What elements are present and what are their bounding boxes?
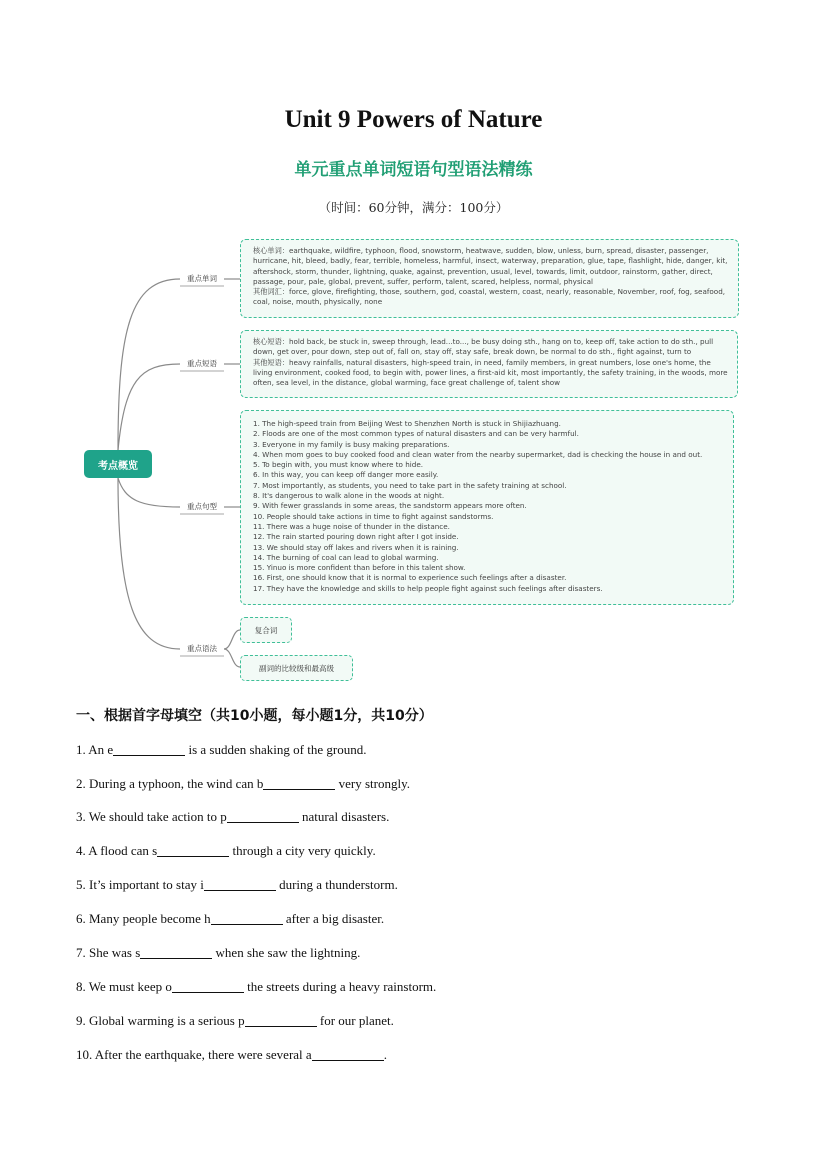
sentence-item: 6. In this way, you can keep off danger more easily. [253,470,439,480]
question-item [76,1047,387,1063]
sentence-item: 13. We should stay off lakes and rivers when it is raining. [253,542,459,552]
answer-blank[interactable] [211,912,283,925]
answer-blank[interactable] [227,810,299,823]
branch-label-words: 重点单词 [187,274,217,283]
question-text: 5. It’s important to stay i [76,877,204,892]
question-text: 7. She was s [76,945,141,960]
branch-label-grammar: 重点语法 [187,644,217,653]
question-text: 4. A flood can s [76,843,158,858]
question-text: . [383,1047,387,1062]
question-text: 6. Many people become h [76,911,211,926]
answer-blank[interactable] [204,878,276,891]
sentence-item: 1. The high-speed train from Beijing West to Shenzhen North is stuck in Shijiazhuang. [253,419,561,428]
sentence-item: 8. It's dangerous to walk alone in the woods at night. [253,491,445,501]
question-item [76,877,398,893]
page-subtitle: 单元重点单词短语句型语法精练 [294,160,533,180]
question-text: after a big disaster. [282,911,385,926]
connector-grammar-1 [224,630,240,649]
question-text: very strongly. [335,776,411,791]
connector-sentences [118,478,180,507]
question-text: is a sudden shaking of the ground. [185,742,367,757]
sentence-item: 10. People should take actions in time to fight against sandstorms. [253,511,494,521]
sentence-item: 5. To begin with, you must know where to hide. [253,460,424,470]
other-phrases-text: 其他短语：heavy rainfalls, natural disasters, high-speed train, in need, family members, in great numbers, lose one's home, the living environment, cooked food, to begin with, power lines, a first-aid kit, most importantly, the safety training, in the woods, more often, sea level, in the distance, global warming, face great challenge of, talent show [253,357,728,388]
question-text: when she saw the lightning. [212,945,361,960]
branch-label-sentences: 重点句型 [187,502,217,511]
section-title: 一、根据首字母填空（共10小题，每小题1分，共10分） [76,708,433,724]
sentence-item: 4. When mom goes to buy cooked food and clean water from the nearby supermarket, dad is checking the house in and out. [253,449,703,459]
sentence-item: 12. The rain started pouring down right after I got inside. [253,532,459,542]
answer-blank[interactable] [113,743,185,756]
time-info: （时间：60分钟，满分：100分） [318,200,509,215]
question-item [76,1013,394,1029]
question-text: 3. We should take action to p [76,809,227,824]
core-words-text: 核心单词：earthquake, wildfire, typhoon, flood, snowstorm, heatwave, sudden, blow, unless, burn, spread, disaster, passenger, hurricane, hit, bleed, badly, fear, terrible, homeless, harmful, insect, waterway, preparation, glue, tape, flashlight, hide, danger, kit, aftershock, storm, thunder, lightning, quake, against, prevention, usual, level, towards, limit, outdoor, rainstorm, gather, direct, passage, pour, pale, global, prevent, suffer, perform, talent, scared, helpless, normal, physical [253,246,728,286]
question-item [76,945,360,961]
phrases-box [240,330,738,398]
connector-phrases [118,364,180,450]
question-text: 2. During a typhoon, the wind can b [76,776,264,791]
branch-label-phrases: 重点短语 [187,359,217,368]
sentence-item: 17. They have the knowledge and skills to help people fight against such feelings after disasters. [253,583,603,593]
connector-grammar [118,478,180,649]
words-box [240,239,739,318]
question-text: during a thunderstorm. [275,877,398,892]
answer-blank[interactable] [140,946,212,959]
question-text: 1. An e [76,742,114,757]
sentence-item: 9. With fewer grasslands in some areas, the sandstorm appears more often. [253,501,527,511]
question-item [76,742,366,758]
answer-blank[interactable] [263,777,335,790]
question-text: 10. After the earthquake, there were several a [76,1047,312,1062]
other-words-text: 其他词汇：force, glove, firefighting, those, southern, god, coastal, western, coast, nearly, reasonable, November, roof, fog, seafood, coal, noise, mouth, physically, none [253,287,726,307]
answer-blank[interactable] [172,980,244,993]
sentence-item: 7. Most importantly, as students, you need to take part in the safety training at school. [253,480,567,490]
question-item [76,843,376,859]
question-text: through a city very quickly. [229,843,376,858]
sentence-item: 2. Floods are one of the most common types of natural disasters and can be very harmful. [253,429,579,439]
answer-blank[interactable] [245,1014,317,1027]
answer-blank[interactable] [312,1048,384,1061]
sentence-item: 14. The burning of coal can lead to global warming. [253,552,439,562]
core-phrases-text: 核心短语：hold back, be stuck in, sweep through, lead...to..., be busy doing sth., hang on to, keep off, take action to do sth., pull down, get over, pour down, step out of, fall on, stay off, stay safe, break down, be normal to do sth., fight against, turn to [253,337,714,357]
sentence-item: 15. Yinuo is more confident than before in this talent show. [253,563,466,573]
question-text: 8. We must keep o [76,979,172,994]
question-text: the streets during a heavy rainstorm. [243,979,437,994]
question-text: for our planet. [316,1013,394,1028]
question-item [76,911,384,927]
sentence-item: 3. Everyone in my family is busy making preparations. [253,439,450,449]
question-item [76,809,389,825]
grammar-adverb-comparison: 副词的比较级和最高级 [240,655,353,681]
grammar-compound-words: 复合词 [240,617,292,643]
sentence-item: 11. There was a huge noise of thunder in the distance. [253,521,450,531]
question-item [76,776,410,792]
connector-grammar-2 [224,649,240,667]
sentence-item: 16. First, one should know that it is normal to experience such feelings after a disaster. [253,573,567,583]
page-title: Unit 9 Powers of Nature [284,106,543,133]
mind-map-root: 考点概览 [84,450,152,478]
question-text: natural disasters. [298,809,390,824]
sentences-box [240,410,734,605]
question-text: 9. Global warming is a serious p [76,1013,245,1028]
question-item [76,979,436,995]
answer-blank[interactable] [157,844,229,857]
